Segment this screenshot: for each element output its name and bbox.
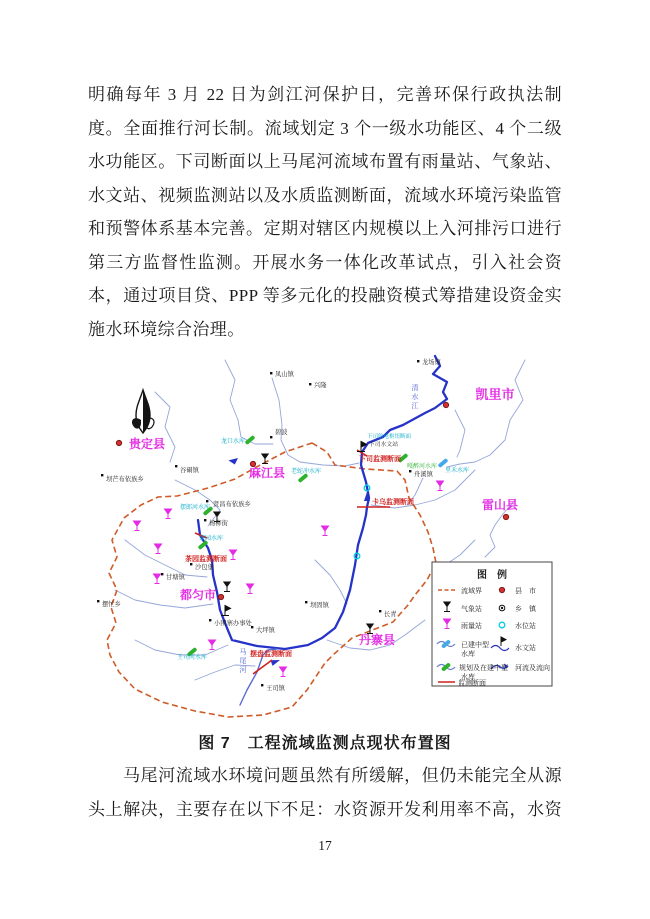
city-label-duyun: 都匀市	[179, 588, 217, 602]
p1-line-2: 度。全面推行河长制。流域划定 3 个一级水功能区、4 个二级	[88, 118, 562, 138]
paragraph-2	[88, 761, 562, 829]
legend-label-met: 气象站	[461, 606, 482, 613]
river-label-char: 河	[239, 667, 247, 674]
town-label-yangliujie: 杨柳街	[209, 520, 228, 527]
river-label-char: 江	[411, 403, 419, 410]
city-label-kaili: 凯里市	[475, 387, 515, 402]
town-label-zhouxi: 舟溪镇	[414, 471, 433, 478]
river-label-char: 水	[411, 394, 419, 401]
north-arrow-icon	[132, 390, 154, 433]
reservoir-label-wangsihe: 王司河水库	[177, 655, 208, 661]
legend-county-icon	[499, 587, 504, 592]
legend-label-rain: 雨量站	[461, 623, 482, 630]
reservoir-label-lihe: 里禾水库	[445, 468, 470, 474]
station-label-xiasi-hydro: 下司水文站	[369, 442, 398, 448]
town-label-baimang: 摆忙乡	[102, 601, 121, 608]
reservoir-label-laosechong: 老蛇冲水库	[291, 469, 322, 475]
town-label-changqing: 长青	[384, 611, 397, 618]
figure-caption: 图 7 工程流域监测点现状布置图	[198, 735, 452, 752]
river-label-char: 马	[239, 649, 247, 656]
page-number: 17	[318, 838, 332, 853]
legend-title: 图 例	[477, 570, 507, 581]
legend-label-hydro: 水文站	[515, 645, 536, 652]
p1-line-5: 和预警体系基本完善。定期对辖区内规模以上入河排污口进行	[88, 219, 562, 238]
legend-label-planned-1: 规划及在建中型	[459, 665, 508, 672]
legend-label-section: 监测断面	[458, 680, 486, 687]
met-station-icons	[214, 454, 373, 634]
county-label-majiang: 麻江县	[248, 466, 286, 480]
station-label-xiasi-hub: 下司航电枢纽断面	[367, 434, 412, 440]
reservoir-label-chayuan: 茶园水库	[199, 536, 224, 542]
county-label-leishan: 雷山县	[481, 498, 519, 512]
reservoir-label-bailanghe: 摆郎河水库	[180, 505, 211, 511]
county-label-danzhai: 丹寨县	[358, 633, 396, 647]
legend-label-boundary: 流域界	[461, 588, 482, 595]
paragraph-1	[88, 80, 562, 348]
legend-label-county: 县 市	[515, 588, 536, 595]
legend-label-township: 乡 镇	[515, 606, 536, 613]
town-label-shabaobao: 沙包堡	[195, 564, 214, 571]
legend-label-river: 河流及流向	[515, 665, 550, 672]
p1-line-6: 第三方监督性监测。开展水务一体化改革试点，引入社会资	[88, 252, 562, 272]
p1-line-7: 本，通过项目贷、PPP 等多元化的投融资模式筹措建设资金实	[88, 286, 562, 305]
reservoir-label-longkou: 龙口水库	[221, 439, 246, 445]
section-label-kawu: 卡乌监测断面	[372, 499, 414, 506]
river-label-char: 尾	[239, 658, 247, 665]
river-label-char: 清	[411, 385, 419, 392]
legend-label-built-1: 已建中型	[461, 642, 489, 649]
town-label-bamang: 坝芒布依族乡	[106, 476, 144, 483]
flow-arrow-icons	[228, 456, 370, 665]
town-label-bagu: 坝固镇	[310, 602, 329, 609]
section-label-chayuan: 茶园监测断面	[185, 556, 227, 563]
town-label-bibo: 碧波	[275, 429, 288, 436]
town-label-daping: 大坪镇	[256, 627, 275, 634]
reservoir-label-gazuihe: 嘎醉河水库	[407, 464, 438, 470]
town-label-xiaoweizhai: 小围寨办事处	[214, 620, 252, 627]
county-label-guiding: 贵定县	[128, 437, 166, 451]
town-label-gudong: 谷硐镇	[180, 467, 199, 474]
town-label-longchang: 龙场镇	[422, 359, 441, 366]
watershed-boundary	[107, 443, 436, 717]
watershed-map	[95, 352, 560, 727]
legend-label-planned-2: 水库	[461, 674, 475, 681]
p1-line-4: 水文站、视频监测站以及水质监测断面，流域水环境污染监管	[88, 185, 562, 205]
p1-line-3: 水功能区。下司断面以上马尾河流域布置有雨量站、气象站、	[88, 152, 562, 171]
town-label-xinglong: 兴隆	[314, 382, 327, 389]
section-label-xiasi: 下司监测断面	[359, 456, 401, 463]
town-label-fengshan: 凤山镇	[275, 371, 294, 378]
legend-label-level: 水位站	[515, 623, 536, 630]
p1-line-1: 明确每年 3 月 22 日为剑江河保护日，完善环保行政执法制	[88, 85, 562, 104]
hydro-station-icons	[221, 442, 367, 616]
p2-line-1: 马尾河流域水环境问题虽然有所缓解，但仍未能完全从源	[88, 766, 562, 785]
legend-label-built-2: 水库	[461, 651, 475, 658]
p1-line-8: 施水环境综合治理。	[88, 319, 245, 339]
town-label-gantang: 甘塘镇	[166, 574, 185, 581]
map-legend	[432, 562, 552, 687]
section-label-baipan: 摆盘监测断面	[250, 651, 292, 658]
watershed-map-figure	[95, 352, 560, 727]
town-label-wangsi: 王司镇	[266, 685, 285, 692]
p2-line-2: 头上解决，主要存在以下不足：水资源开发利用率不高，水资	[88, 800, 562, 819]
town-label-xianchang: 贤昌布依族乡	[213, 501, 251, 508]
